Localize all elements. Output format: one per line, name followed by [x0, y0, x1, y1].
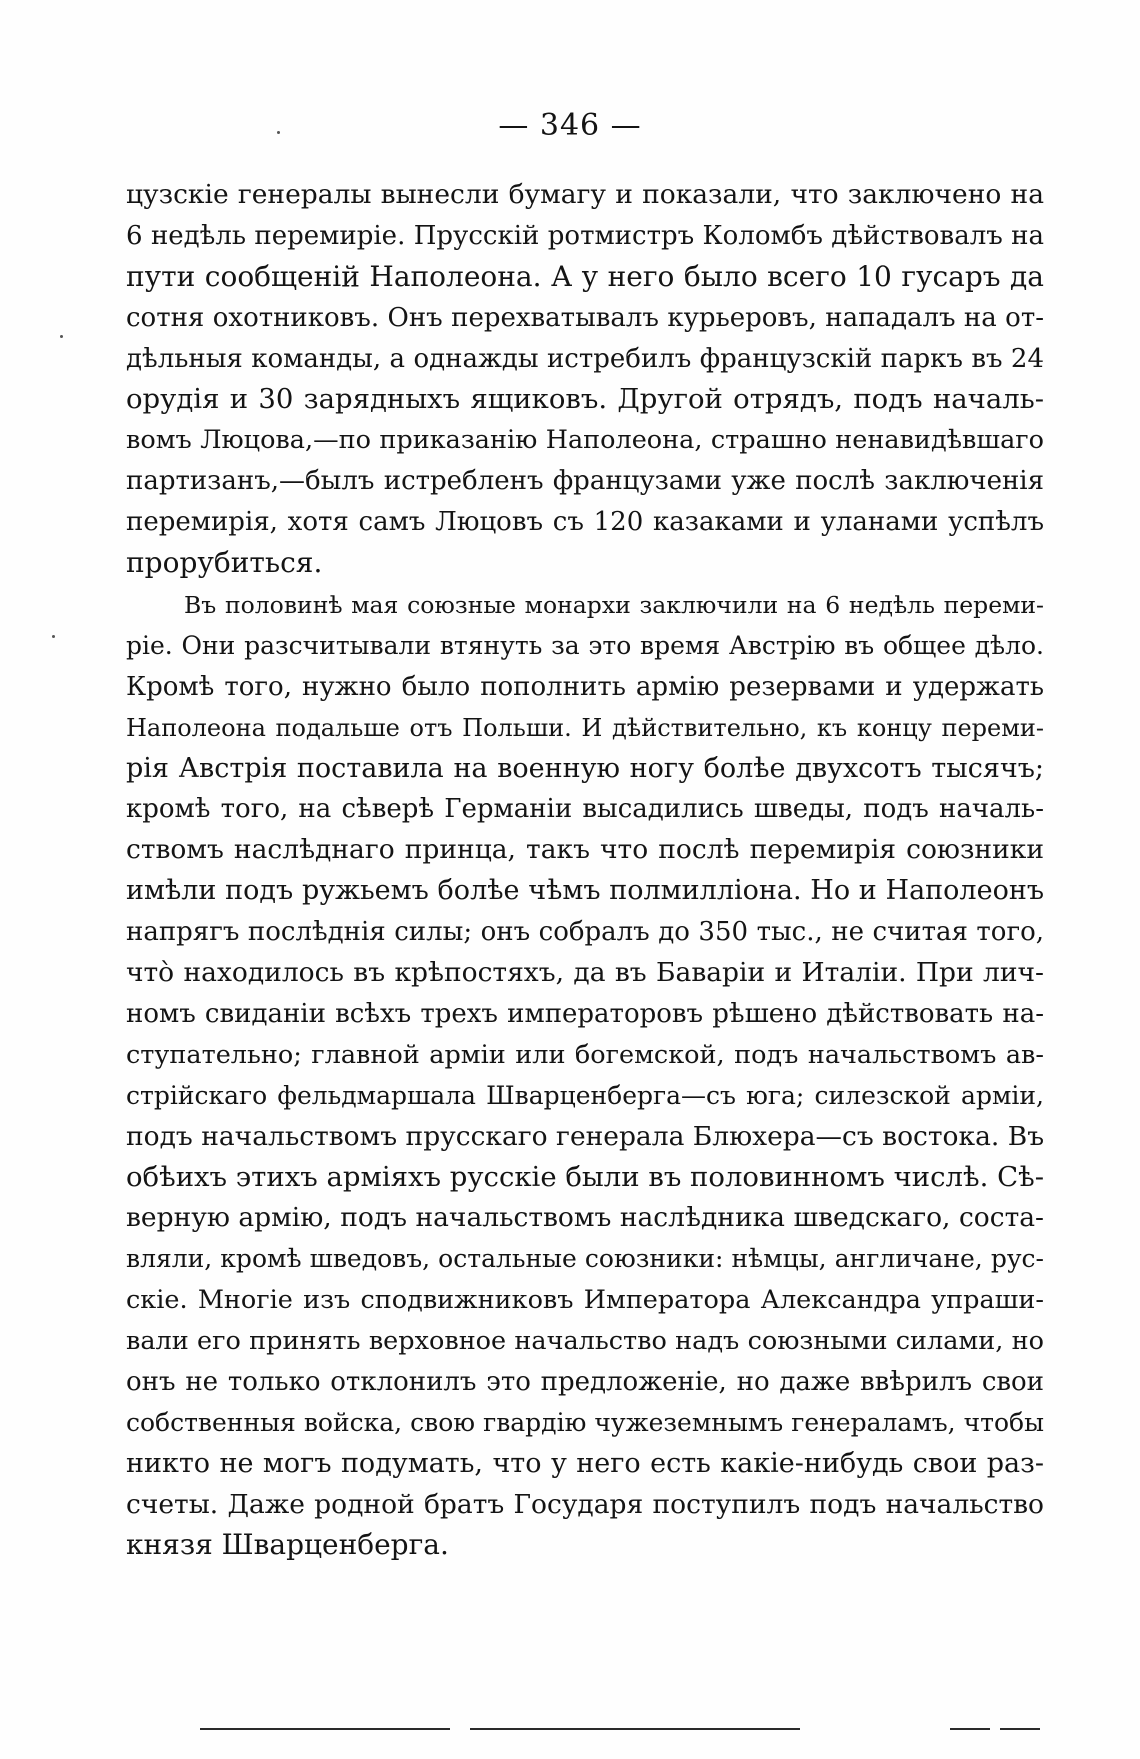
text-line: ствомъ наслѣднаго принца, такъ что послѣ перемирія союзники	[126, 834, 1044, 866]
text-line: перемирія, хотя самъ Люцовъ съ 120 казаками и уланами успѣлъ	[126, 507, 1044, 538]
text-line: 6 недѣль перемиріе. Прусскій ротмистръ Коломбъ дѣйствовалъ на	[126, 220, 1044, 251]
text-line: номъ свиданіи всѣхъ трехъ императоровъ рѣшено дѣйствовать на-	[126, 998, 1044, 1029]
text-line: дѣльныя команды, а однажды истребилъ французскій паркъ въ 24	[126, 343, 1044, 374]
text-line: цузскіе генералы вынесли бумагу и показали, что заключено на	[126, 179, 1044, 210]
footer-rule	[200, 1728, 450, 1730]
text-line: обѣихъ этихъ арміяхъ русскіе были въ половинномъ числѣ. Сѣ-	[126, 1161, 1044, 1194]
text-line: счеты. Даже родной братъ Государя поступилъ подъ начальство	[126, 1488, 1044, 1520]
text-line: стрійскаго фельдмаршала Шварценберга—съ юга; силезской арміи,	[126, 1080, 1044, 1110]
scan-speck	[60, 335, 63, 338]
text-line: орудія и 30 зарядныхъ ящиковъ. Другой отрядъ, подъ началь-	[126, 383, 1044, 416]
text-line: вомъ Люцова,—по приказанію Наполеона, страшно ненавидѣвшаго	[126, 425, 1044, 456]
text-line: ріе. Они разсчитывали втянуть за это время Австрію въ общее дѣло.	[126, 630, 1044, 660]
text-line: скіе. Многіе изъ сподвижниковъ Императора Александра упраши-	[126, 1285, 1044, 1316]
text-line: онъ не только отклонилъ это предложеніе, но даже ввѣрилъ свои	[126, 1366, 1044, 1397]
text-line: кромѣ того, на сѣверѣ Германіи высадились шведы, подъ началь-	[126, 794, 1044, 825]
paragraph-1	[126, 175, 1044, 584]
text-line: князя Шварценберга.	[126, 1528, 449, 1562]
footer-rule	[1000, 1728, 1040, 1730]
text-line: Наполеона подальше отъ Польши. И дѣйствительно, къ концу переми-	[126, 713, 1044, 742]
text-line: никто не могъ подумать, что у него есть какіе-нибудь свои раз-	[126, 1447, 1044, 1479]
text-line: вляли, кромѣ шведовъ, остальные союзники: нѣмцы, англичане, рус-	[126, 1244, 1044, 1274]
text-line: сотня охотниковъ. Онъ перехватывалъ курьеровъ, нападалъ на от-	[126, 302, 1044, 333]
text-line: вали его принять верховное начальство надъ союзными силами, но	[126, 1326, 1044, 1357]
text-line: имѣли подъ ружьемъ болѣе чѣмъ полмилліона. Но и Наполеонъ	[126, 875, 1044, 907]
text-line: подъ начальствомъ прусскаго генерала Блюхера—съ востока. Въ	[126, 1120, 1045, 1152]
text-line: напрягъ послѣднія силы; онъ собралъ до 350 тыс., не считая того,	[126, 917, 1044, 948]
footer-rule	[950, 1728, 990, 1730]
text-line: собственныя войска, свою гвардію чужеземнымъ генераламъ, чтобы	[126, 1407, 1044, 1437]
page-number: — 346 —	[498, 108, 642, 143]
text-line: ступательно; главной арміи или богемской, подъ начальствомъ ав-	[126, 1039, 1044, 1070]
scan-speck	[52, 635, 55, 638]
text-line: что̀ находилось въ крѣпостяхъ, да въ Баваріи и Италіи. При лич-	[126, 957, 1044, 989]
text-line: верную армію, подъ начальствомъ наслѣдника шведскаго, соста-	[126, 1202, 1044, 1234]
text-line: прорубиться.	[126, 546, 323, 580]
footer-rule	[470, 1728, 800, 1730]
text-line: Въ половинѣ мая союзные монархи заключили на 6 недѣль переми-	[184, 591, 1044, 619]
text-line: рія Австрія поставила на военную ногу болѣе двухсотъ тысячъ;	[126, 752, 1044, 784]
scan-speck	[277, 131, 280, 134]
text-line: пути сообщеній Наполеона. А у него было всего 10 гусаръ да	[126, 259, 1044, 293]
text-line: Кромѣ того, нужно было пополнить армію резервами и удержать	[126, 671, 1044, 702]
text-line: партизанъ,—былъ истребленъ французами уже послѣ заключенія	[126, 466, 1044, 497]
paragraph-2	[126, 585, 1044, 1566]
